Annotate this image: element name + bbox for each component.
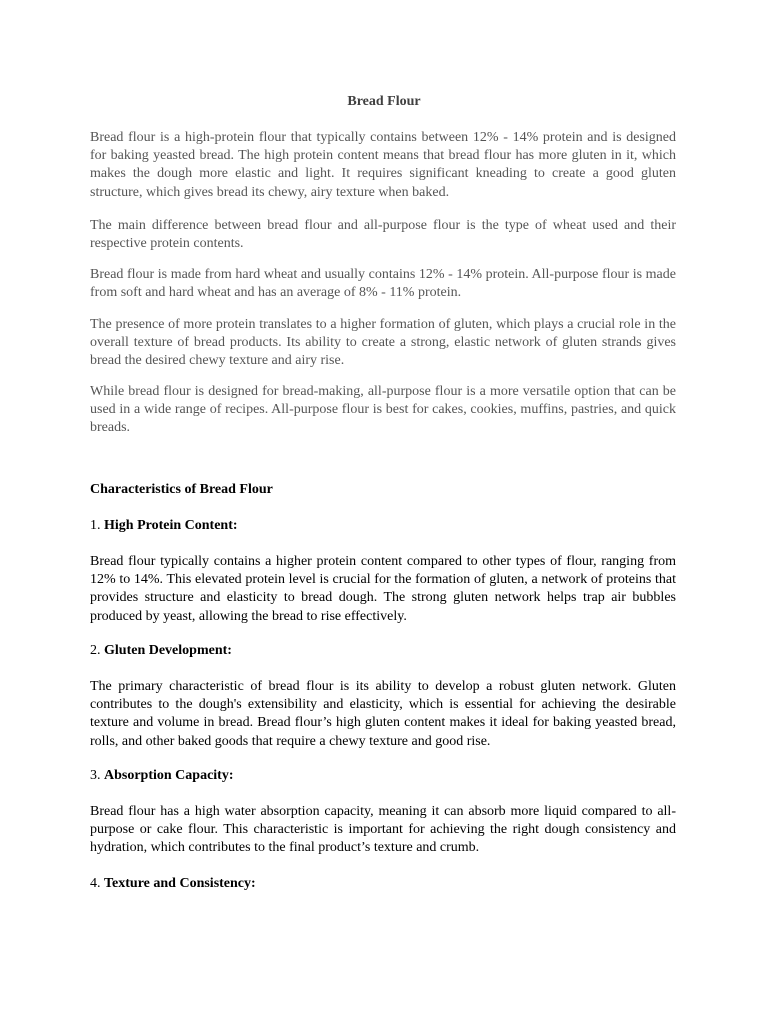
characteristic-2-text: The primary characteristic of bread flour is its ability to develop a robust gluten network. Gluten contributes to the dough's extensibility and elasticity, which is essential for achieving the desirable texture and volume in bread. Bread flour’s high gluten content makes it ideal for baking yeasted bread, rolls, and other baked goods that require a chewy texture and good rise. (90, 679, 676, 749)
characteristic-title: Absorption Capacity: (104, 768, 234, 783)
characteristic-number: 2. (90, 643, 101, 658)
intro-paragraph-4: The presence of more protein translates to a higher formation of gluten, which plays a crucial role in the overall texture of bread products. Its ability to create a strong, elastic network of gluten strands gives bread the desired chewy texture and airy rise. (90, 317, 676, 369)
document-title: Bread Flour (347, 94, 421, 109)
characteristic-title: Gluten Development: (104, 643, 232, 658)
characteristic-1-heading (90, 517, 676, 535)
characteristic-4-heading (90, 875, 676, 893)
characteristic-number: 3. (90, 768, 101, 783)
characteristic-1-text: Bread flour typically contains a higher protein content compared to other types of flour, ranging from 12% to 14%. This elevated protein level is crucial for the formation of gluten, a network of proteins that provides structure and elasticity to bread dough. The strong gluten network helps trap air bubbles produced by yeast, allowing the bread to rise effectively. (90, 554, 676, 624)
characteristic-number: 1. (90, 518, 101, 533)
intro-paragraph-2: The main difference between bread flour and all-purpose flour is the type of wheat used and their respective protein contents. (90, 218, 676, 252)
intro-paragraph-5: While bread flour is designed for bread-making, all-purpose flour is a more versatile option that can be used in a wide range of recipes. All-purpose flour is best for cakes, cookies, muffins, pastries, and quick breads. (90, 384, 676, 436)
intro-paragraph-3: Bread flour is made from hard wheat and usually contains 12% - 14% protein. All-purpose flour is made from soft and hard wheat and has an average of 8% - 11% protein. (90, 267, 676, 301)
characteristic-3-heading (90, 767, 676, 785)
characteristic-title: High Protein Content: (104, 518, 238, 533)
characteristic-number: 4. (90, 876, 101, 891)
characteristic-3-text: Bread flour has a high water absorption capacity, meaning it can absorb more liquid compared to all-purpose or cake flour. This characteristic is important for achieving the right dough consistency and hydration, which contributes to the final product’s texture and crumb. (90, 804, 676, 856)
characteristic-2-heading (90, 642, 676, 660)
intro-paragraph-1: Bread flour is a high-protein flour that typically contains between 12% - 14% protein and is designed for baking yeasted bread. The high protein content means that bread flour has more gluten in it, which makes the dough more elastic and light. It requires significant kneading to create a good gluten structure, which gives bread its chewy, airy texture when baked. (90, 130, 676, 200)
characteristic-title: Texture and Consistency: (104, 876, 256, 891)
section-heading: Characteristics of Bread Flour (90, 482, 273, 497)
